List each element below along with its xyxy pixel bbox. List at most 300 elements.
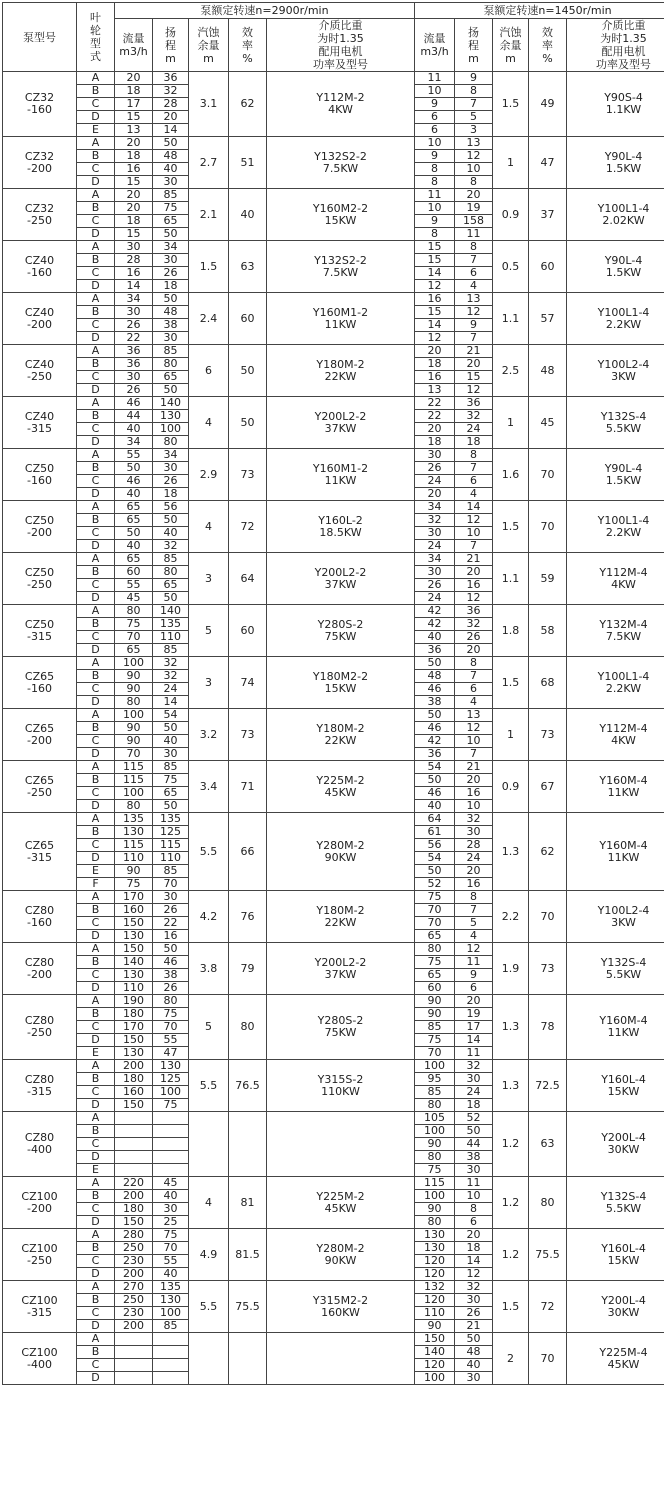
impeller-cell: D bbox=[77, 436, 115, 449]
head-1450-cell: 16 bbox=[455, 579, 493, 592]
table-row bbox=[3, 553, 664, 566]
flow-1450-cell: 16 bbox=[415, 371, 455, 384]
flow-1450-cell: 120 bbox=[415, 1294, 455, 1307]
npsh-1450-cell: 1 bbox=[493, 137, 529, 189]
head-1450-cell: 12 bbox=[455, 150, 493, 163]
flow-2900-cell: 55 bbox=[115, 449, 153, 462]
flow-1450-cell: 30 bbox=[415, 449, 455, 462]
table-row bbox=[3, 293, 664, 306]
impeller-cell: A bbox=[77, 1281, 115, 1294]
header-npsh-2900: 汽蚀 余量 m bbox=[189, 19, 229, 72]
flow-2900-cell: 130 bbox=[115, 826, 153, 839]
flow-1450-cell: 120 bbox=[415, 1255, 455, 1268]
model-cell: CZ32 -200 bbox=[3, 137, 77, 189]
flow-1450-cell: 22 bbox=[415, 397, 455, 410]
flow-2900-cell: 90 bbox=[115, 735, 153, 748]
eff-2900-cell: 80 bbox=[229, 995, 267, 1060]
flow-2900-cell bbox=[115, 1333, 153, 1346]
flow-1450-cell: 130 bbox=[415, 1229, 455, 1242]
model-cell: CZ40 -200 bbox=[3, 293, 77, 345]
flow-1450-cell: 120 bbox=[415, 1268, 455, 1281]
impeller-cell: A bbox=[77, 1333, 115, 1346]
impeller-cell: D bbox=[77, 1151, 115, 1164]
flow-2900-cell: 65 bbox=[115, 501, 153, 514]
head-2900-cell: 50 bbox=[153, 722, 189, 735]
head-2900-cell: 135 bbox=[153, 618, 189, 631]
npsh-2900-cell: 4 bbox=[189, 397, 229, 449]
head-2900-cell: 75 bbox=[153, 1008, 189, 1021]
npsh-1450-cell: 1 bbox=[493, 709, 529, 761]
npsh-1450-cell: 1.2 bbox=[493, 1229, 529, 1281]
motor-1450-cell: Y90L-4 1.5KW bbox=[567, 449, 664, 501]
npsh-2900-cell: 5.5 bbox=[189, 813, 229, 891]
npsh-2900-cell: 2.4 bbox=[189, 293, 229, 345]
eff-2900-cell: 66 bbox=[229, 813, 267, 891]
head-1450-cell: 52 bbox=[455, 1112, 493, 1125]
flow-2900-cell: 90 bbox=[115, 683, 153, 696]
head-1450-cell: 32 bbox=[455, 1281, 493, 1294]
flow-1450-cell: 70 bbox=[415, 1047, 455, 1060]
flow-1450-cell: 12 bbox=[415, 332, 455, 345]
eff-1450-cell: 73 bbox=[529, 709, 567, 761]
eff-1450-cell: 72.5 bbox=[529, 1060, 567, 1112]
impeller-cell: B bbox=[77, 1242, 115, 1255]
eff-2900-cell: 50 bbox=[229, 397, 267, 449]
head-2900-cell: 65 bbox=[153, 787, 189, 800]
head-2900-cell: 40 bbox=[153, 735, 189, 748]
flow-1450-cell: 8 bbox=[415, 163, 455, 176]
head-1450-cell: 8 bbox=[455, 241, 493, 254]
flow-2900-cell: 20 bbox=[115, 72, 153, 85]
head-2900-cell: 85 bbox=[153, 553, 189, 566]
flow-2900-cell: 34 bbox=[115, 293, 153, 306]
head-1450-cell: 11 bbox=[455, 1177, 493, 1190]
head-2900-cell: 140 bbox=[153, 397, 189, 410]
flow-1450-cell: 12 bbox=[415, 280, 455, 293]
impeller-cell: B bbox=[77, 722, 115, 735]
flow-2900-cell: 200 bbox=[115, 1320, 153, 1333]
flow-1450-cell: 38 bbox=[415, 696, 455, 709]
flow-1450-cell: 8 bbox=[415, 228, 455, 241]
flow-1450-cell: 6 bbox=[415, 111, 455, 124]
head-2900-cell: 26 bbox=[153, 904, 189, 917]
head-1450-cell: 158 bbox=[455, 215, 493, 228]
flow-1450-cell: 80 bbox=[415, 1216, 455, 1229]
npsh-1450-cell: 1.9 bbox=[493, 943, 529, 995]
head-1450-cell: 3 bbox=[455, 124, 493, 137]
npsh-1450-cell: 1.5 bbox=[493, 1281, 529, 1333]
flow-2900-cell: 50 bbox=[115, 527, 153, 540]
impeller-cell: A bbox=[77, 345, 115, 358]
flow-2900-cell: 150 bbox=[115, 1034, 153, 1047]
head-1450-cell: 14 bbox=[455, 1034, 493, 1047]
impeller-cell: E bbox=[77, 1164, 115, 1177]
impeller-cell: B bbox=[77, 1294, 115, 1307]
impeller-cell: A bbox=[77, 761, 115, 774]
flow-1450-cell: 80 bbox=[415, 943, 455, 956]
head-2900-cell: 85 bbox=[153, 189, 189, 202]
head-2900-cell: 85 bbox=[153, 865, 189, 878]
impeller-cell: D bbox=[77, 1320, 115, 1333]
flow-2900-cell: 130 bbox=[115, 1047, 153, 1060]
head-1450-cell: 12 bbox=[455, 306, 493, 319]
flow-2900-cell: 135 bbox=[115, 813, 153, 826]
head-2900-cell: 55 bbox=[153, 1255, 189, 1268]
flow-1450-cell: 50 bbox=[415, 774, 455, 787]
head-1450-cell: 7 bbox=[455, 748, 493, 761]
table-row bbox=[3, 1112, 664, 1125]
head-2900-cell: 30 bbox=[153, 176, 189, 189]
flow-1450-cell: 70 bbox=[415, 904, 455, 917]
model-cell: CZ50 -200 bbox=[3, 501, 77, 553]
flow-2900-cell: 70 bbox=[115, 748, 153, 761]
flow-1450-cell: 22 bbox=[415, 410, 455, 423]
head-2900-cell: 18 bbox=[153, 280, 189, 293]
motor-1450-cell: Y160L-4 15KW bbox=[567, 1229, 664, 1281]
flow-1450-cell: 13 bbox=[415, 384, 455, 397]
head-2900-cell: 75 bbox=[153, 774, 189, 787]
eff-1450-cell: 45 bbox=[529, 397, 567, 449]
impeller-cell: B bbox=[77, 1125, 115, 1138]
head-1450-cell: 18 bbox=[455, 1242, 493, 1255]
flow-1450-cell: 90 bbox=[415, 1320, 455, 1333]
impeller-cell: A bbox=[77, 605, 115, 618]
npsh-2900-cell: 3.1 bbox=[189, 72, 229, 137]
header-motor-1450: 介质比重 为时1.35 配用电机 功率及型号 bbox=[567, 19, 664, 72]
flow-2900-cell: 115 bbox=[115, 774, 153, 787]
model-cell: CZ65 -315 bbox=[3, 813, 77, 891]
head-1450-cell: 26 bbox=[455, 1307, 493, 1320]
head-2900-cell: 70 bbox=[153, 1021, 189, 1034]
head-2900-cell: 30 bbox=[153, 748, 189, 761]
head-2900-cell: 110 bbox=[153, 631, 189, 644]
head-1450-cell: 20 bbox=[455, 644, 493, 657]
impeller-cell: A bbox=[77, 189, 115, 202]
head-2900-cell: 48 bbox=[153, 150, 189, 163]
head-1450-cell: 11 bbox=[455, 1047, 493, 1060]
flow-2900-cell: 30 bbox=[115, 241, 153, 254]
eff-1450-cell: 72 bbox=[529, 1281, 567, 1333]
flow-2900-cell: 26 bbox=[115, 319, 153, 332]
flow-2900-cell: 100 bbox=[115, 709, 153, 722]
impeller-cell: D bbox=[77, 228, 115, 241]
head-1450-cell: 48 bbox=[455, 1346, 493, 1359]
head-2900-cell: 40 bbox=[153, 1268, 189, 1281]
flow-1450-cell: 100 bbox=[415, 1372, 455, 1385]
head-1450-cell: 11 bbox=[455, 228, 493, 241]
impeller-cell: B bbox=[77, 514, 115, 527]
head-1450-cell: 20 bbox=[455, 865, 493, 878]
flow-1450-cell: 130 bbox=[415, 1242, 455, 1255]
flow-1450-cell: 65 bbox=[415, 969, 455, 982]
head-2900-cell: 50 bbox=[153, 514, 189, 527]
eff-1450-cell: 49 bbox=[529, 72, 567, 137]
head-2900-cell: 32 bbox=[153, 540, 189, 553]
head-1450-cell: 13 bbox=[455, 137, 493, 150]
flow-1450-cell: 8 bbox=[415, 176, 455, 189]
motor-2900-cell: Y160L-2 18.5KW bbox=[267, 501, 415, 553]
impeller-cell: A bbox=[77, 553, 115, 566]
impeller-cell: C bbox=[77, 527, 115, 540]
flow-1450-cell: 40 bbox=[415, 631, 455, 644]
model-cell: CZ80 -250 bbox=[3, 995, 77, 1060]
head-2900-cell: 115 bbox=[153, 839, 189, 852]
head-1450-cell: 7 bbox=[455, 254, 493, 267]
head-1450-cell: 10 bbox=[455, 163, 493, 176]
head-2900-cell: 46 bbox=[153, 956, 189, 969]
motor-2900-cell: Y132S2-2 7.5KW bbox=[267, 137, 415, 189]
flow-1450-cell: 9 bbox=[415, 98, 455, 111]
impeller-cell: B bbox=[77, 462, 115, 475]
head-2900-cell: 32 bbox=[153, 670, 189, 683]
flow-1450-cell: 75 bbox=[415, 891, 455, 904]
eff-1450-cell: 57 bbox=[529, 293, 567, 345]
head-2900-cell: 32 bbox=[153, 85, 189, 98]
impeller-cell: A bbox=[77, 293, 115, 306]
impeller-cell: D bbox=[77, 1268, 115, 1281]
flow-2900-cell: 20 bbox=[115, 202, 153, 215]
head-1450-cell: 7 bbox=[455, 904, 493, 917]
motor-1450-cell: Y160M-4 11KW bbox=[567, 813, 664, 891]
flow-1450-cell: 140 bbox=[415, 1346, 455, 1359]
impeller-cell: E bbox=[77, 865, 115, 878]
flow-2900-cell: 40 bbox=[115, 488, 153, 501]
eff-2900-cell: 40 bbox=[229, 189, 267, 241]
flow-1450-cell: 26 bbox=[415, 579, 455, 592]
eff-1450-cell: 70 bbox=[529, 449, 567, 501]
model-cell: CZ65 -160 bbox=[3, 657, 77, 709]
impeller-cell: C bbox=[77, 1086, 115, 1099]
head-1450-cell: 32 bbox=[455, 410, 493, 423]
head-1450-cell: 21 bbox=[455, 1320, 493, 1333]
flow-2900-cell: 36 bbox=[115, 358, 153, 371]
head-2900-cell bbox=[153, 1346, 189, 1359]
head-2900-cell: 24 bbox=[153, 683, 189, 696]
head-2900-cell: 130 bbox=[153, 1294, 189, 1307]
flow-1450-cell: 70 bbox=[415, 917, 455, 930]
model-cell: CZ80 -160 bbox=[3, 891, 77, 943]
head-1450-cell: 18 bbox=[455, 436, 493, 449]
impeller-cell: D bbox=[77, 176, 115, 189]
flow-2900-cell: 160 bbox=[115, 904, 153, 917]
impeller-cell: A bbox=[77, 501, 115, 514]
head-1450-cell: 20 bbox=[455, 774, 493, 787]
impeller-cell: A bbox=[77, 657, 115, 670]
head-2900-cell: 40 bbox=[153, 163, 189, 176]
flow-1450-cell: 20 bbox=[415, 423, 455, 436]
head-1450-cell: 12 bbox=[455, 592, 493, 605]
head-1450-cell: 38 bbox=[455, 1151, 493, 1164]
flow-1450-cell: 132 bbox=[415, 1281, 455, 1294]
head-1450-cell: 9 bbox=[455, 319, 493, 332]
flow-2900-cell: 65 bbox=[115, 553, 153, 566]
table-row bbox=[3, 943, 664, 956]
flow-1450-cell: 75 bbox=[415, 956, 455, 969]
impeller-cell: A bbox=[77, 241, 115, 254]
head-1450-cell: 6 bbox=[455, 683, 493, 696]
npsh-2900-cell bbox=[189, 1112, 229, 1177]
head-2900-cell: 85 bbox=[153, 345, 189, 358]
head-1450-cell: 20 bbox=[455, 358, 493, 371]
flow-1450-cell: 80 bbox=[415, 1099, 455, 1112]
impeller-cell: B bbox=[77, 826, 115, 839]
head-2900-cell: 65 bbox=[153, 579, 189, 592]
flow-2900-cell: 15 bbox=[115, 176, 153, 189]
flow-2900-cell: 26 bbox=[115, 384, 153, 397]
impeller-cell: C bbox=[77, 735, 115, 748]
flow-1450-cell: 15 bbox=[415, 241, 455, 254]
flow-2900-cell: 30 bbox=[115, 371, 153, 384]
motor-2900-cell: Y180M-2 22KW bbox=[267, 891, 415, 943]
motor-1450-cell: Y160M-4 11KW bbox=[567, 761, 664, 813]
header-model: 泵型号 bbox=[3, 3, 77, 72]
flow-1450-cell: 52 bbox=[415, 878, 455, 891]
npsh-2900-cell: 3.8 bbox=[189, 943, 229, 995]
head-1450-cell: 6 bbox=[455, 982, 493, 995]
head-2900-cell: 100 bbox=[153, 423, 189, 436]
head-1450-cell: 12 bbox=[455, 722, 493, 735]
flow-2900-cell: 150 bbox=[115, 1216, 153, 1229]
flow-1450-cell: 95 bbox=[415, 1073, 455, 1086]
flow-1450-cell: 15 bbox=[415, 254, 455, 267]
head-2900-cell: 75 bbox=[153, 1099, 189, 1112]
head-1450-cell: 30 bbox=[455, 1073, 493, 1086]
head-2900-cell: 80 bbox=[153, 995, 189, 1008]
npsh-1450-cell: 1.5 bbox=[493, 657, 529, 709]
head-2900-cell bbox=[153, 1359, 189, 1372]
impeller-cell: C bbox=[77, 917, 115, 930]
head-2900-cell: 45 bbox=[153, 1177, 189, 1190]
motor-2900-cell: Y225M-2 45KW bbox=[267, 1177, 415, 1229]
head-1450-cell: 10 bbox=[455, 1190, 493, 1203]
flow-1450-cell: 34 bbox=[415, 501, 455, 514]
head-1450-cell: 15 bbox=[455, 371, 493, 384]
flow-2900-cell: 270 bbox=[115, 1281, 153, 1294]
flow-2900-cell: 170 bbox=[115, 891, 153, 904]
flow-2900-cell: 250 bbox=[115, 1294, 153, 1307]
flow-2900-cell: 16 bbox=[115, 267, 153, 280]
flow-1450-cell: 10 bbox=[415, 202, 455, 215]
head-2900-cell: 100 bbox=[153, 1086, 189, 1099]
npsh-2900-cell: 1.5 bbox=[189, 241, 229, 293]
head-1450-cell: 50 bbox=[455, 1333, 493, 1346]
flow-1450-cell: 105 bbox=[415, 1112, 455, 1125]
flow-2900-cell: 65 bbox=[115, 514, 153, 527]
head-1450-cell: 4 bbox=[455, 930, 493, 943]
head-1450-cell: 5 bbox=[455, 917, 493, 930]
head-1450-cell: 21 bbox=[455, 553, 493, 566]
head-1450-cell: 21 bbox=[455, 345, 493, 358]
head-2900-cell: 135 bbox=[153, 813, 189, 826]
header-eff-1450: 效 率 % bbox=[529, 19, 567, 72]
impeller-cell: A bbox=[77, 1060, 115, 1073]
flow-2900-cell: 100 bbox=[115, 787, 153, 800]
flow-1450-cell: 36 bbox=[415, 644, 455, 657]
motor-2900-cell: Y280M-2 90KW bbox=[267, 813, 415, 891]
flow-1450-cell: 85 bbox=[415, 1086, 455, 1099]
motor-1450-cell: Y200L-4 30KW bbox=[567, 1281, 664, 1333]
impeller-cell: C bbox=[77, 1307, 115, 1320]
table-row bbox=[3, 657, 664, 670]
eff-1450-cell: 80 bbox=[529, 1177, 567, 1229]
head-1450-cell: 7 bbox=[455, 332, 493, 345]
eff-1450-cell: 60 bbox=[529, 241, 567, 293]
npsh-2900-cell: 4.9 bbox=[189, 1229, 229, 1281]
motor-1450-cell: Y100L2-4 3KW bbox=[567, 345, 664, 397]
head-1450-cell: 20 bbox=[455, 995, 493, 1008]
head-1450-cell: 20 bbox=[455, 1229, 493, 1242]
flow-2900-cell: 170 bbox=[115, 1021, 153, 1034]
model-cell: CZ100 -315 bbox=[3, 1281, 77, 1333]
head-1450-cell: 19 bbox=[455, 202, 493, 215]
motor-1450-cell: Y100L1-4 2.2KW bbox=[567, 657, 664, 709]
npsh-1450-cell: 1.1 bbox=[493, 293, 529, 345]
flow-1450-cell: 64 bbox=[415, 813, 455, 826]
flow-1450-cell: 110 bbox=[415, 1307, 455, 1320]
flow-1450-cell: 60 bbox=[415, 982, 455, 995]
head-2900-cell: 100 bbox=[153, 1307, 189, 1320]
model-cell: CZ32 -160 bbox=[3, 72, 77, 137]
head-2900-cell: 65 bbox=[153, 371, 189, 384]
flow-2900-cell: 50 bbox=[115, 462, 153, 475]
impeller-cell: E bbox=[77, 124, 115, 137]
impeller-cell: D bbox=[77, 800, 115, 813]
motor-2900-cell: Y112M-2 4KW bbox=[267, 72, 415, 137]
impeller-cell: A bbox=[77, 709, 115, 722]
head-2900-cell: 110 bbox=[153, 852, 189, 865]
motor-1450-cell: Y90S-4 1.1KW bbox=[567, 72, 664, 137]
head-1450-cell: 30 bbox=[455, 1294, 493, 1307]
flow-1450-cell: 9 bbox=[415, 215, 455, 228]
head-2900-cell: 28 bbox=[153, 98, 189, 111]
model-cell: CZ50 -250 bbox=[3, 553, 77, 605]
eff-1450-cell: 62 bbox=[529, 813, 567, 891]
impeller-cell: E bbox=[77, 1047, 115, 1060]
motor-2900-cell bbox=[267, 1112, 415, 1177]
impeller-cell: B bbox=[77, 670, 115, 683]
impeller-cell: B bbox=[77, 358, 115, 371]
npsh-1450-cell: 1.8 bbox=[493, 605, 529, 657]
header-head-2900: 扬 程 m bbox=[153, 19, 189, 72]
eff-1450-cell: 59 bbox=[529, 553, 567, 605]
head-2900-cell: 50 bbox=[153, 800, 189, 813]
table-row bbox=[3, 813, 664, 826]
impeller-cell: D bbox=[77, 1034, 115, 1047]
npsh-2900-cell: 3.2 bbox=[189, 709, 229, 761]
flow-1450-cell: 75 bbox=[415, 1034, 455, 1047]
eff-1450-cell: 68 bbox=[529, 657, 567, 709]
impeller-cell: B bbox=[77, 1073, 115, 1086]
motor-2900-cell: Y200L2-2 37KW bbox=[267, 553, 415, 605]
flow-2900-cell: 40 bbox=[115, 540, 153, 553]
flow-2900-cell: 22 bbox=[115, 332, 153, 345]
table-row bbox=[3, 1333, 664, 1346]
head-2900-cell: 85 bbox=[153, 761, 189, 774]
flow-1450-cell: 36 bbox=[415, 748, 455, 761]
flow-2900-cell: 20 bbox=[115, 189, 153, 202]
npsh-1450-cell: 0.9 bbox=[493, 761, 529, 813]
eff-2900-cell bbox=[229, 1333, 267, 1385]
impeller-cell: A bbox=[77, 449, 115, 462]
flow-1450-cell: 46 bbox=[415, 683, 455, 696]
table-row bbox=[3, 1229, 664, 1242]
flow-1450-cell: 24 bbox=[415, 592, 455, 605]
flow-2900-cell: 100 bbox=[115, 657, 153, 670]
impeller-cell: C bbox=[77, 1255, 115, 1268]
header-eff-2900: 效 率 % bbox=[229, 19, 267, 72]
head-1450-cell: 30 bbox=[455, 1372, 493, 1385]
flow-2900-cell: 150 bbox=[115, 917, 153, 930]
